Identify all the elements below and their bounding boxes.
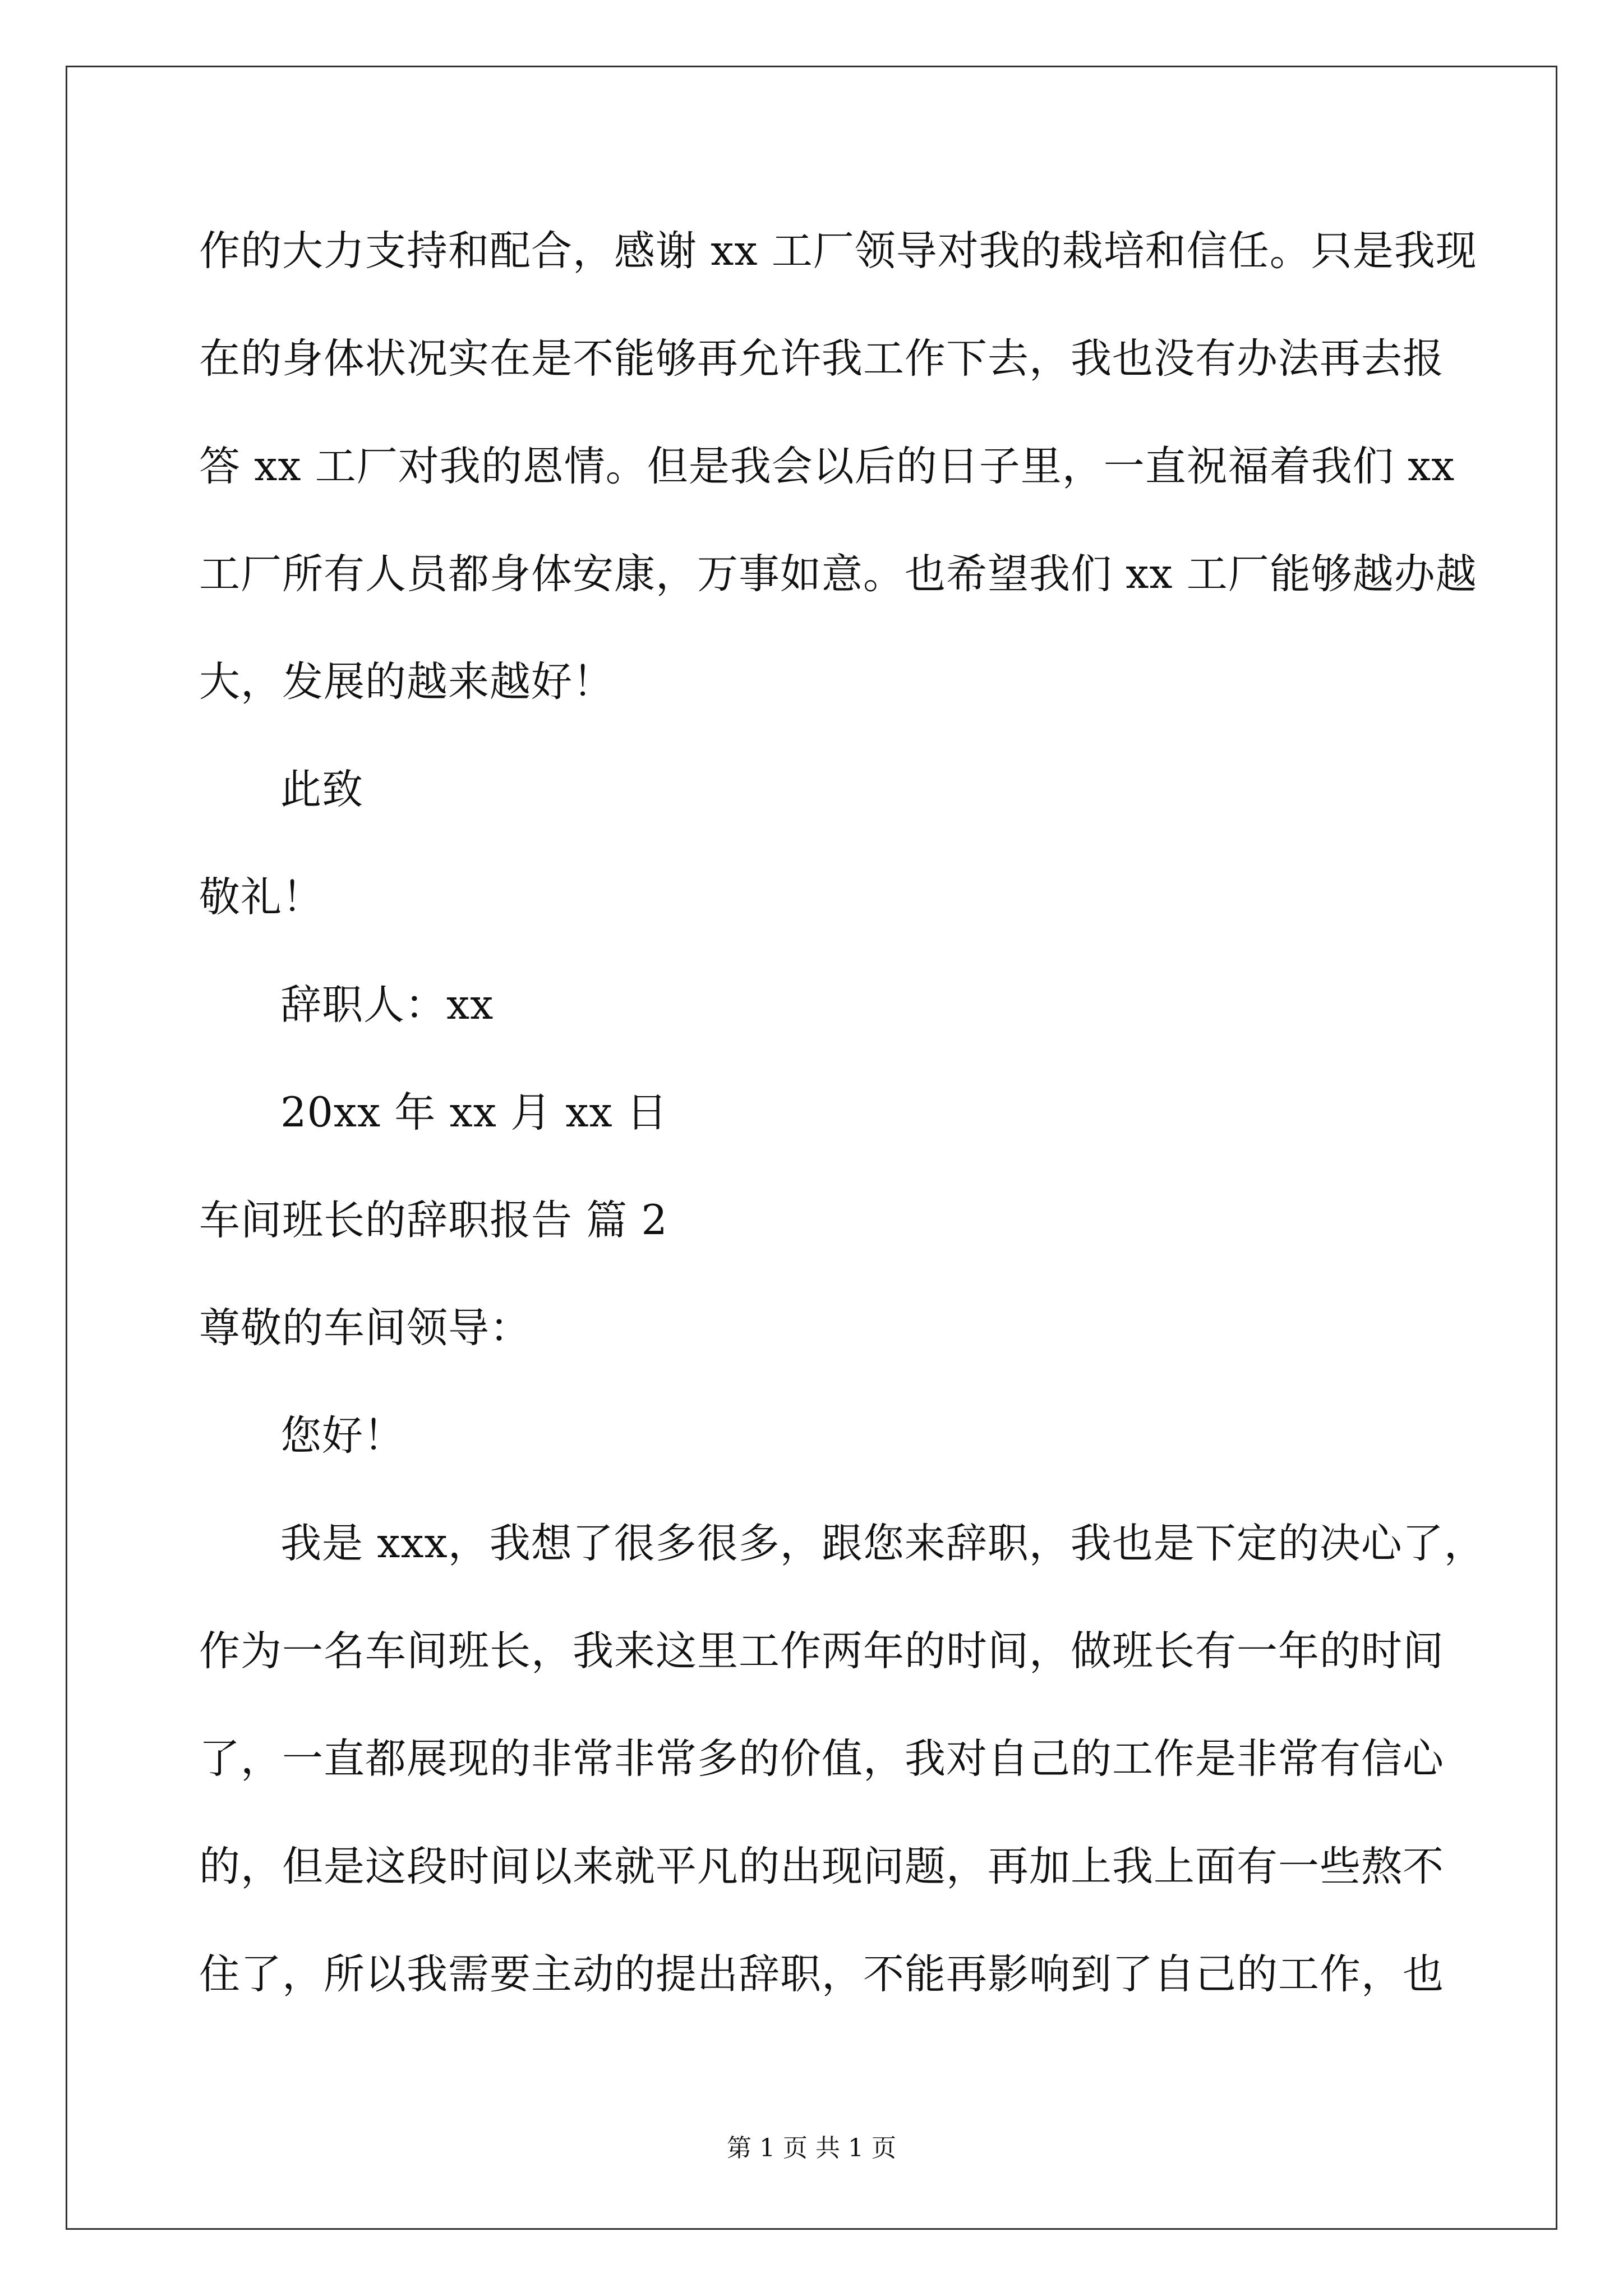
body-line: 住了，所以我需要主动的提出辞职，不能再影响到了自己的工作，也	[199, 1950, 1444, 1998]
signatory: 辞职人：xx	[280, 981, 494, 1029]
body-line: 了，一直都展现的非常非常多的价值，我对自己的工作是非常有信心	[199, 1735, 1444, 1783]
section-heading: 车间班长的辞职报告 篇 2	[199, 1197, 668, 1244]
page-border	[66, 66, 1557, 2230]
addressee: 尊敬的车间领导：	[199, 1304, 531, 1352]
closing-phrase: 此致	[280, 766, 363, 813]
page-footer: 第 1 页 共 1 页	[727, 2134, 896, 2162]
body-line: 在的身体状况实在是不能够再允许我工作下去，我也没有办法再去报	[199, 335, 1444, 383]
body-line: 答 xx 工厂对我的恩情。但是我会以后的日子里，一直祝福着我们 xx	[199, 443, 1455, 490]
date-line: 20xx 年 xx 月 xx 日	[280, 1089, 668, 1137]
body-line: 工厂所有人员都身体安康，万事如意。也希望我们 xx 工厂能够越办越	[199, 550, 1477, 598]
salutation-closing: 敬礼！	[199, 873, 324, 921]
body-line: 的，但是这段时间以来就平凡的出现问题，再加上我上面有一些熬不	[199, 1843, 1444, 1890]
body-line: 作为一名车间班长，我来这里工作两年的时间，做班长有一年的时间	[199, 1627, 1444, 1675]
body-line: 作的大力支持和配合，感谢 xx 工厂领导对我的栽培和信任。只是我现	[199, 227, 1477, 275]
body-line: 大，发展的越来越好！	[199, 658, 614, 706]
body-line: 我是 xxx，我想了很多很多，跟您来辞职，我也是下定的决心了，	[280, 1520, 1486, 1567]
greeting: 您好！	[280, 1412, 405, 1460]
